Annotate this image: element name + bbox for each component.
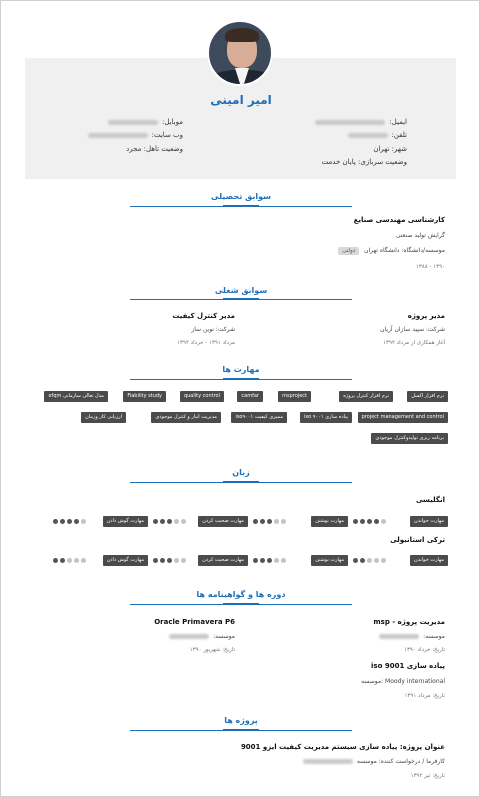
- skill-chip: برنامه ریزی تولیدوکنترل موجودی: [371, 433, 448, 444]
- section-title-projects: پروژه ها: [224, 716, 258, 725]
- rating-dot: [281, 558, 286, 563]
- section-accent: [223, 603, 259, 605]
- language-skill-chip: مهارت خواندن: [410, 555, 448, 566]
- rating-dot: [81, 558, 86, 563]
- rating-dot: [381, 558, 386, 563]
- rating-dot: [374, 519, 379, 524]
- city-row: شهر: تهران: [373, 145, 407, 153]
- course-2-institute: موسسه:: [213, 633, 235, 640]
- section-accent: [223, 205, 259, 207]
- course-3-title: پیاده سازی iso 9001: [371, 662, 445, 670]
- education-degree: کارشناسی مهندسی صنایع: [353, 216, 445, 224]
- candidate-name: امیر امینی: [210, 93, 272, 107]
- rating-dot: [360, 519, 365, 524]
- work-2-period: مرداد ۱۳۹۱ - خرداد ۱۳۹۴: [177, 340, 235, 346]
- email-label: ایمیل:: [389, 118, 407, 126]
- language-skill-chip: مهارت گوش دادن: [103, 555, 148, 566]
- education-type-badge: دولتی: [338, 247, 359, 255]
- language-level-rating: [153, 558, 186, 563]
- rating-dot: [374, 558, 379, 563]
- website-redacted: [88, 133, 148, 138]
- skill-chip: camfar: [237, 391, 263, 402]
- section-title-skills: مهارت ها: [222, 365, 260, 374]
- phone-label: تلفن:: [391, 131, 407, 139]
- rating-dot: [160, 558, 165, 563]
- language-level-rating: [353, 519, 386, 524]
- section-title-education: سوابق تحصیلی: [211, 192, 271, 201]
- skill-chip: project management and control: [358, 412, 448, 423]
- course-2-date: تاریخ: شهریور ۱۳۹۰: [189, 647, 235, 653]
- rating-dot: [67, 519, 72, 524]
- section-accent: [223, 298, 259, 300]
- skill-chip: msproject: [278, 391, 311, 402]
- rating-dot: [353, 558, 358, 563]
- work-2-company: شرکت: نوین ساز: [191, 326, 235, 333]
- rating-dot: [253, 558, 258, 563]
- email-row: [315, 118, 407, 126]
- rating-dot: [353, 519, 358, 524]
- rating-dot: [260, 519, 265, 524]
- education-years: ۱۳۹۰ - ۱۳۸۸: [415, 264, 445, 270]
- marital-row: وضعیت تاهل: مجرد: [126, 145, 183, 153]
- section-title-language: زبان: [232, 468, 250, 477]
- skill-chip: نرم افزار کنترل پروژه: [339, 391, 393, 402]
- rating-dot: [74, 519, 79, 524]
- course-1-institute-redacted: [379, 634, 419, 639]
- rating-dot: [60, 519, 65, 524]
- rating-dot: [281, 519, 286, 524]
- website-label: وب سایت:: [151, 131, 183, 139]
- mobile-row: [108, 118, 183, 126]
- education-institute: موسسه/دانشگاه: دانشگاه تهران: [364, 247, 445, 254]
- language-level-rating: [353, 558, 386, 563]
- skill-chip: quality control: [180, 391, 224, 402]
- rating-dot: [60, 558, 65, 563]
- rating-dot: [174, 519, 179, 524]
- language-level-rating: [253, 558, 286, 563]
- work-1-title: مدیر پروژه: [407, 312, 445, 320]
- phone-redacted: [348, 133, 388, 138]
- rating-dot: [267, 519, 272, 524]
- rating-dot: [274, 558, 279, 563]
- rating-dot: [267, 558, 272, 563]
- military-row: وضعیت سربازی: پایان خدمت: [321, 158, 407, 166]
- work-1-period: آغاز همکاری از مرداد ۱۳۹۴: [383, 340, 445, 346]
- section-accent: [223, 481, 259, 483]
- education-institute-row: [338, 247, 445, 255]
- language-level-rating: [53, 519, 86, 524]
- skill-chip: مدل تعالی سازمانی efqm: [44, 391, 108, 402]
- profile-photo: [207, 20, 273, 86]
- mobile-redacted: [108, 120, 158, 125]
- rating-dot: [274, 519, 279, 524]
- rating-dot: [153, 519, 158, 524]
- language-skill-chip: مهارت خواندن: [410, 516, 448, 527]
- language-level-rating: [53, 558, 86, 563]
- rating-dot: [81, 519, 86, 524]
- course-1-institute-row: [379, 633, 445, 640]
- rating-dot: [160, 519, 165, 524]
- rating-dot: [367, 558, 372, 563]
- section-accent: [223, 378, 259, 380]
- course-3-date: تاریخ: مرداد ۱۳۹۱: [404, 693, 445, 699]
- section-title-courses: دوره ها و گواهینامه ها: [196, 590, 286, 599]
- rating-dot: [167, 519, 172, 524]
- language-skill-chip: مهارت صحبت کردن: [198, 555, 248, 566]
- language-skill-chip: مهارت صحبت کردن: [198, 516, 248, 527]
- language-2-name: ترکی استانبولی: [390, 536, 445, 544]
- course-2-title: Oracle Primavera P6: [154, 618, 235, 626]
- section-accent: [223, 729, 259, 731]
- work-2-title: مدیر کنترل کیفیت: [172, 312, 235, 320]
- education-field: گرایش تولید صنعتی: [395, 232, 445, 239]
- project-date: تاریخ: تیر ۱۳۹۲: [410, 773, 445, 779]
- rating-dot: [367, 519, 372, 524]
- language-skill-chip: مهارت نوشتن: [311, 516, 348, 527]
- rating-dot: [360, 558, 365, 563]
- rating-dot: [53, 558, 58, 563]
- email-redacted: [315, 120, 385, 125]
- project-title: عنوان پروژه: پیاده سازی سیستم مدیریت کیفیت ایزو 9001: [240, 743, 445, 751]
- skill-chip: ارزیابی کار وزمان: [81, 412, 126, 423]
- project-client-redacted: [303, 759, 353, 764]
- skill-chip: Fiability study: [123, 391, 166, 402]
- mobile-label: موبایل:: [161, 118, 183, 126]
- website-row: [88, 131, 183, 139]
- skill-chip: ممیزی کیفیت iso۹۰۰۱: [231, 412, 287, 423]
- language-level-rating: [153, 519, 186, 524]
- rating-dot: [260, 558, 265, 563]
- rating-dot: [174, 558, 179, 563]
- rating-dot: [181, 558, 186, 563]
- skill-chip: مدیریت انبار و کنترل موجودی: [151, 412, 221, 423]
- course-1-date: تاریخ: خرداد ۱۳۹۰: [404, 647, 445, 653]
- work-1-company: شرکت: سپید سازان آریان: [380, 326, 445, 333]
- rating-dot: [381, 519, 386, 524]
- language-skill-chip: مهارت گوش دادن: [103, 516, 148, 527]
- project-client: کارفرما / درخواست کننده: موسسه: [356, 758, 445, 765]
- rating-dot: [53, 519, 58, 524]
- language-skill-chip: مهارت نوشتن: [311, 555, 348, 566]
- course-2-institute-row: [169, 633, 235, 640]
- course-1-title: مدیریت پروژه - msp: [373, 618, 445, 626]
- section-title-work: سوابق شغلی: [214, 286, 268, 295]
- rating-dot: [181, 519, 186, 524]
- rating-dot: [153, 558, 158, 563]
- phone-row: [348, 131, 408, 139]
- course-1-institute: موسسه:: [423, 633, 445, 640]
- rating-dot: [67, 558, 72, 563]
- course-2-institute-redacted: [169, 634, 209, 639]
- language-level-rating: [253, 519, 286, 524]
- rating-dot: [167, 558, 172, 563]
- language-1-name: انگلیسی: [415, 496, 445, 504]
- skill-chip: پیاده سازی iso ۹۰۰۱: [300, 412, 352, 423]
- rating-dot: [74, 558, 79, 563]
- project-client-row: [303, 758, 445, 765]
- skill-chip: نرم افزار اکسل: [407, 391, 448, 402]
- rating-dot: [253, 519, 258, 524]
- course-3-institute: Moody international :موسسه: [361, 678, 445, 685]
